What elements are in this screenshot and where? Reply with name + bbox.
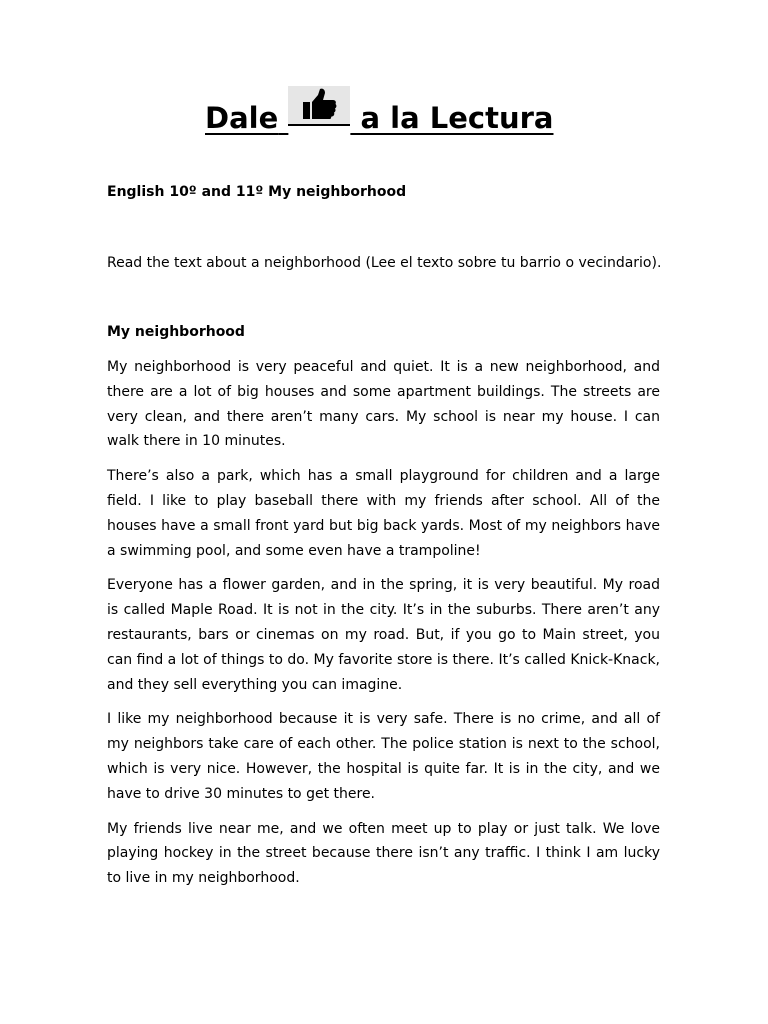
- subtitle: English 10º and 11º My neighborhood: [107, 184, 407, 200]
- title-space: [278, 98, 288, 138]
- paragraph-4: I like my neighborhood because it is very safe. There is no crime, and all of my neighbors take care of each other. The police station is next to the school, which is very nice. However, the hospital is quite far. It is in the city, and we have to drive 30 minutes to get there.: [107, 711, 660, 802]
- title-right: a la Lectura: [360, 101, 554, 135]
- section-heading: My neighborhood: [107, 324, 245, 340]
- page-title: [205, 90, 553, 138]
- thumbs-up-icon: [288, 86, 350, 126]
- paragraph-3: Everyone has a flower garden, and in the spring, it is very beautiful. My road is called Maple Road. It is not in the city. It’s in the suburbs. There aren’t any restaurants, bars or cinemas on my road. But, if you go to Main street, you can find a lot of things to do. My favorite store is there. It’s called Knick-Knack, and they sell everything you can imagine.: [107, 577, 660, 693]
- instruction-text: Read the text about a neighborhood (Lee el texto sobre tu barrio o vecindario).: [107, 255, 662, 271]
- paragraph-1: My neighborhood is very peaceful and quiet. It is a new neighborhood, and there are a lot of big houses and some apartment buildings. The streets are very clean, and there aren’t many cars. My school is near my house. I can walk there in 10 minutes.: [107, 359, 660, 450]
- title-space-2: [350, 98, 360, 138]
- title-left: Dale: [205, 101, 279, 135]
- body-text: [107, 355, 660, 901]
- paragraph-5: My friends live near me, and we often meet up to play or just talk. We love playing hockey in the street because there isn’t any traffic. I think I am lucky to live in my neighborhood.: [107, 820, 660, 887]
- paragraph-2: There’s also a park, which has a small playground for children and a large field. I like to play baseball there with my friends after school. All of the houses have a small front yard but big back yards. Most of my neighbors have a swimming pool, and some even have a trampoline!: [107, 468, 660, 559]
